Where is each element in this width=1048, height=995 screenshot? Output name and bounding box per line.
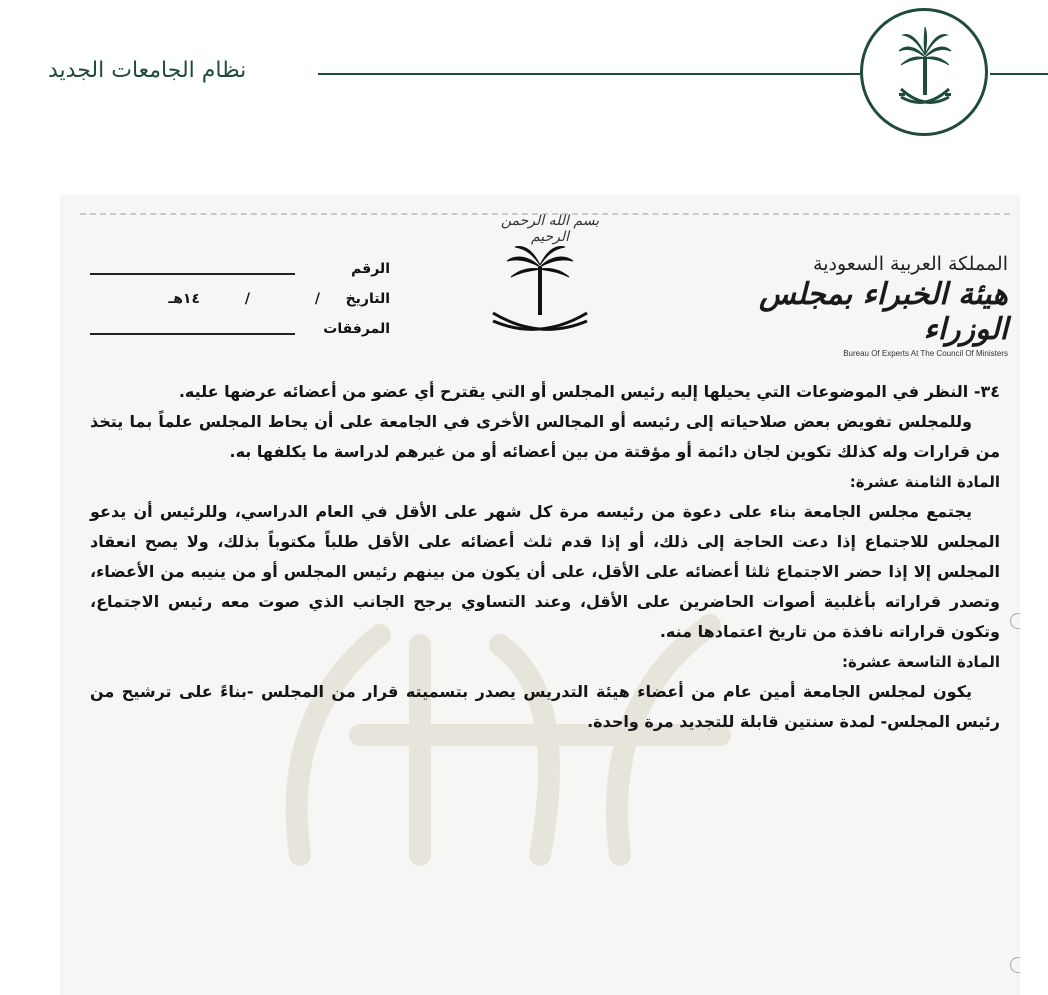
header-divider — [318, 73, 860, 75]
document-body — [90, 377, 1000, 737]
kingdom-name: المملكة العربية السعودية — [813, 253, 1008, 275]
article-18-heading: المادة الثامنة عشرة: — [849, 473, 1000, 491]
date-year: ١٤هـ — [168, 291, 200, 307]
attachments-field — [90, 321, 390, 351]
reference-fields — [90, 261, 390, 351]
header-divider-right — [990, 73, 1048, 75]
article-19-heading: المادة التاسعة عشرة: — [842, 653, 1000, 671]
number-line — [90, 273, 295, 275]
palm-swords-emblem-icon — [485, 243, 595, 343]
scanned-document — [60, 195, 1020, 995]
binding-hole — [1010, 957, 1020, 973]
delegation-paragraph: وللمجلس تفويض بعض صلاحياته إلى رئيسه أو المجالس الأخرى في الجامعة على أن يحاط المجلس علماً بما يتخذ من قرارات وله كذلك تكوين لجان دائمة أو مؤقتة من بين أعضائه أو من غيرهم لدراسة ما يكلفها به. — [90, 412, 1000, 461]
date-field — [90, 291, 390, 321]
article-18-text: يجتمع مجلس الجامعة بناء على دعوة من رئيسه مرة كل شهر على الأقل في العام الدراسي، وللرئيس أن يدعو المجلس للاجتماع إذا دعت الحاجة إلى ذلك، أو إذا قدم ثلث أعضائه على الأقل طلباً مكتوباً بذلك، ولا يصح انعقاد المجلس إلا إذا حضر الاجتماع ثلثا أعضائه على الأقل، على أن يكون من بينهم رئيس المجلس أو من ينيبه من الأعضاء، وتصدر قراراته بأغلبية أصوات الحاضرين على الأقل، وعند التساوي يرجح الجانب الذي صوت معه رئيس الاجتماع، وتكون قراراته نافذة من تاريخ اعتمادها منه. — [90, 502, 1000, 641]
number-field — [90, 261, 390, 291]
palm-swords-emblem-icon — [860, 8, 988, 136]
letterhead — [708, 253, 1008, 358]
date-label: التاريخ — [345, 291, 390, 307]
attachments-label: المرفقات — [323, 321, 390, 337]
number-label: الرقم — [351, 261, 390, 277]
article-19-text: يكون لمجلس الجامعة أمين عام من أعضاء هيئة التدريس يصدر بتسميته قرار من المجلس -بناءً على ترشيح من رئيس المجلس- لمدة سنتين قابلة للتجديد مرة واحدة. — [90, 682, 1000, 731]
item-34: ٣٤- النظر في الموضوعات التي يحيلها إليه رئيس المجلس أو التي يقترح أي عضو من أعضائه عرضها عليه. — [178, 382, 1000, 401]
attachments-line — [90, 333, 295, 335]
date-day-separator: / — [314, 291, 320, 307]
date-month-separator: / — [244, 291, 250, 307]
bureau-name-arabic: هيئة الخبراء بمجلس الوزراء — [758, 277, 1008, 347]
date-value — [90, 291, 320, 307]
binding-hole — [1010, 613, 1020, 629]
header-title: نظام الجامعات الجديد — [48, 58, 247, 83]
page-header — [0, 0, 1048, 150]
basmala: بسم الله الرحمن الرحيم — [500, 213, 600, 245]
bureau-name-english: Bureau Of Experts At The Council Of Ministers — [843, 349, 1008, 358]
